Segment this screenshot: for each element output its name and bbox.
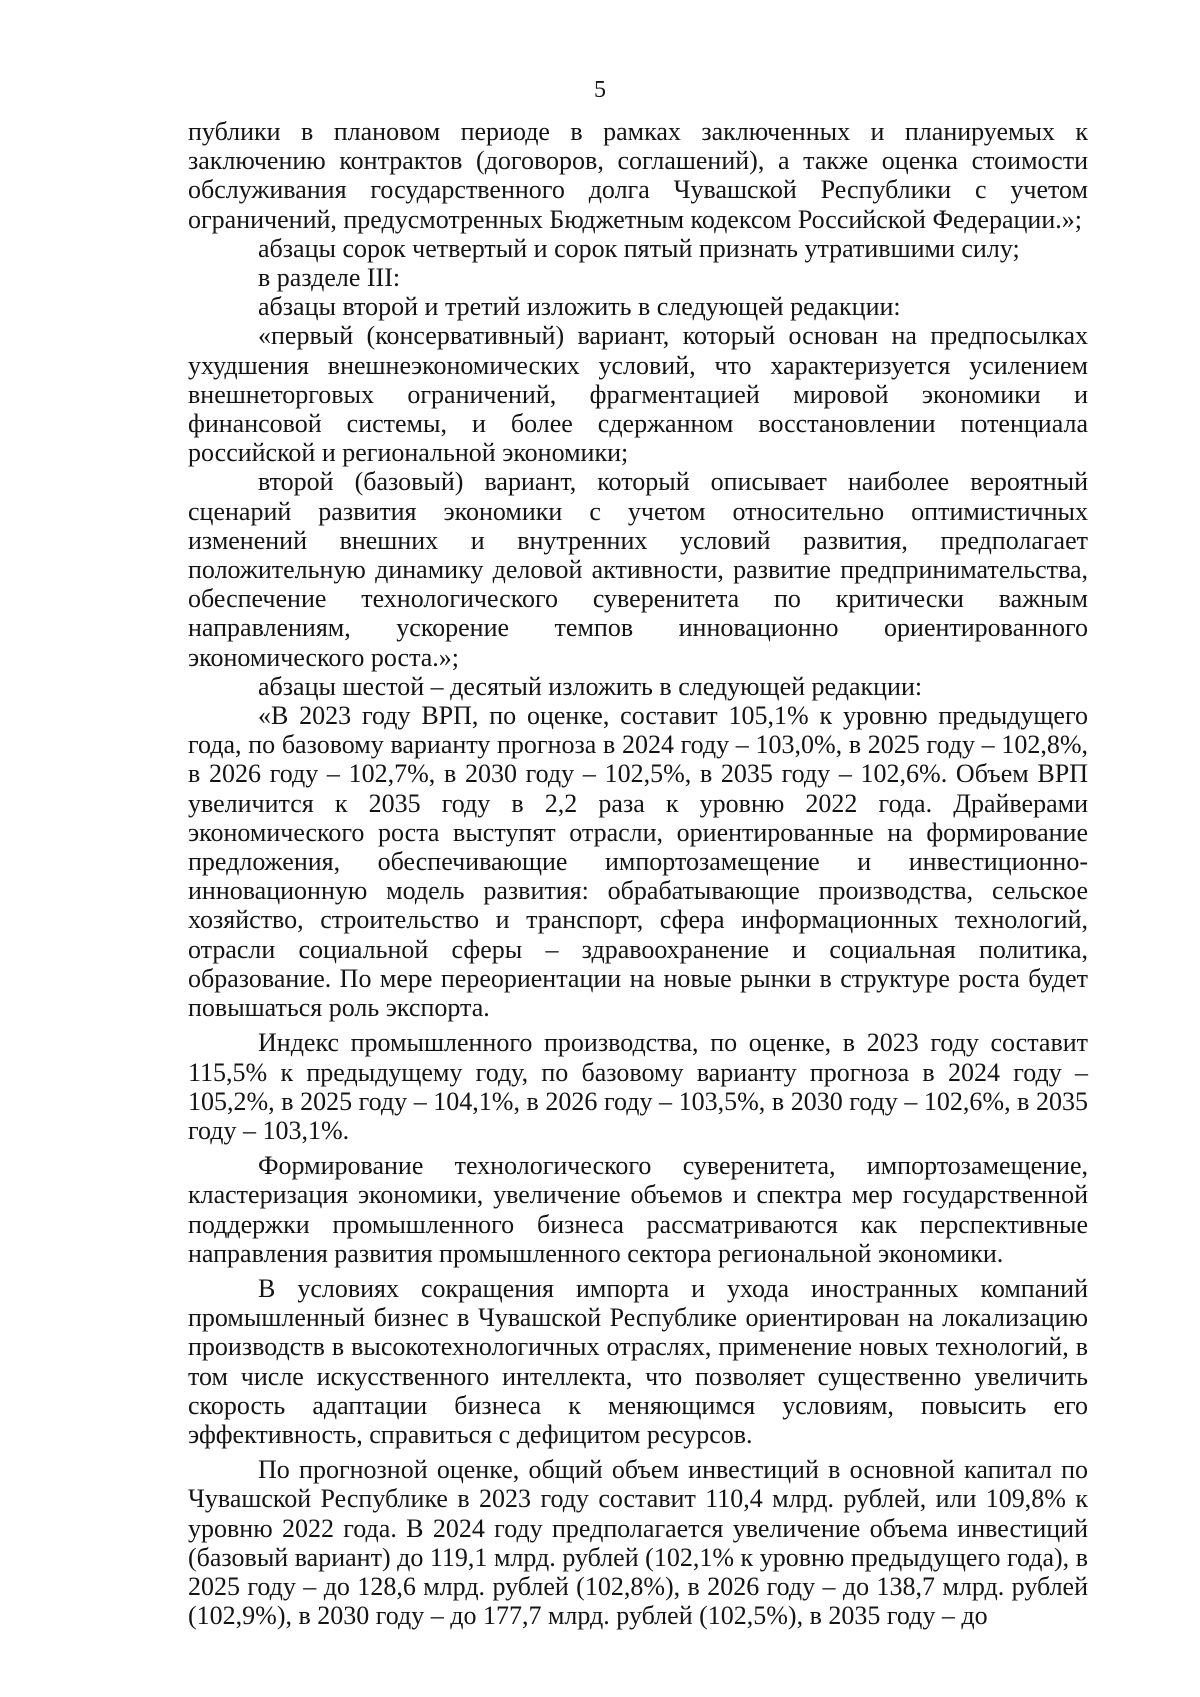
paragraph-industrial-index: Индекс промышленного производства, по оценке, в 2023 году составит 115,5% к предыдущему году, по базовому варианту прогноза в 2024 году – 105,2%, в 2025 году – 104,1%, в 2026 году – 103,5%, в 2030 году – 102,6%, в 2035 году – 103,1%. [188,1028,1088,1145]
paragraph-technological-sovereignty: Формирование технологического суверенитета, импортозамещение, кластеризация экономики, увеличение объемов и спектра мер государственной поддержки промышленного бизнеса рассматриваются как перспективные направления развития промышленного сектора региональной экономики. [188,1151,1088,1268]
page-number: 5 [594,77,606,103]
document-body [188,117,1088,1630]
paragraph-amendment-paragraphs-44-45: абзацы сорок четвертый и сорок пятый признать утратившими силу; [258,233,1020,263]
paragraph-amendment-paragraphs-2-3: абзацы второй и третий изложить в следующей редакции: [258,292,901,322]
paragraph-base-scenario: второй (базовый) вариант, который описывает наиболее вероятный сценарий развития экономики с учетом относительно оптимистичных изменений внешних и внутренних условий развития, предполагает положительную динамику деловой активности, развитие предпринимательства, обеспечение технологического суверенитета по критически важным направлениям, ускорение темпов инновационно ориентированного экономического роста.»; [188,467,1088,672]
paragraph-continuation: публики в плановом периоде в рамках заключенных и планируемых к заключению контрактов (договоров, соглашений), а также оценка стоимости обслуживания государственного долга Чувашской Республики с учетом ограничений, предусмотренных Бюджетным кодексом Российской Федерации.»; [188,117,1088,234]
paragraph-import-reduction: В условиях сокращения импорта и ухода иностранных компаний промышленный бизнес в Чувашской Республике ориентирован на локализацию производств в высокотехнологичных отраслях, применение новых технологий, в том числе искусственного интеллекта, что позволяет существенно увеличить скорость адаптации бизнеса к меняющимся условиям, повысить его эффективность, справиться с дефицитом ресурсов. [188,1273,1088,1449]
paragraph-grp-forecast: «В 2023 году ВРП, по оценке, составит 105,1% к уровню предыдущего года, по базовому варианту прогноза в 2024 году – 103,0%, в 2025 году – 102,8%, в 2026 году – 102,7%, в 2030 году – 102,5%, в 2035 году – 102,6%. Объем ВРП увеличится к 2035 году в 2,2 раза к уровню 2022 года. Драйверами экономического роста выступят отрасли, ориентированные на формирование предложения, обеспечивающие импортозамещение и инвестиционно-инновационную модель развития: обрабатывающие производства, сельское хозяйство, строительство и транспорт, сфера информационных технологий, отрасли социальной сферы – здравоохранение и социальная политика, образование. По мере переориентации на новые рынки в структуре роста будет повышаться роль экспорта. [188,701,1088,1023]
paragraph-amendment-paragraphs-6-10: абзацы шестой – десятый изложить в следующей редакции: [258,671,923,701]
paragraph-conservative-scenario: «первый (консервативный) вариант, который основан на предпосылках ухудшения внешнеэкономических условий, что характеризуется усилением внешнеторговых ограничений, фрагментацией мировой экономики и финансовой системы, и более сдержанном восстановлении потенциала российской и региональной экономики; [188,321,1088,468]
paragraph-section-iii: в разделе III: [258,263,401,293]
paragraph-investment-forecast: По прогнозной оценке, общий объем инвестиций в основной капитал по Чувашской Республике в 2023 году составит 110,4 млрд. рублей, или 109,8% к уровню 2022 года. В 2024 году предполагается увеличение объема инвестиций (базовый вариант) до 119,1 млрд. рублей (102,1% к уровню предыдущего года), в 2025 году – до 128,6 млрд. рублей (102,8%), в 2026 году – до 138,7 млрд. рублей (102,9%), в 2030 году – до 177,7 млрд. рублей (102,5%), в 2035 году – до [188,1455,1088,1631]
